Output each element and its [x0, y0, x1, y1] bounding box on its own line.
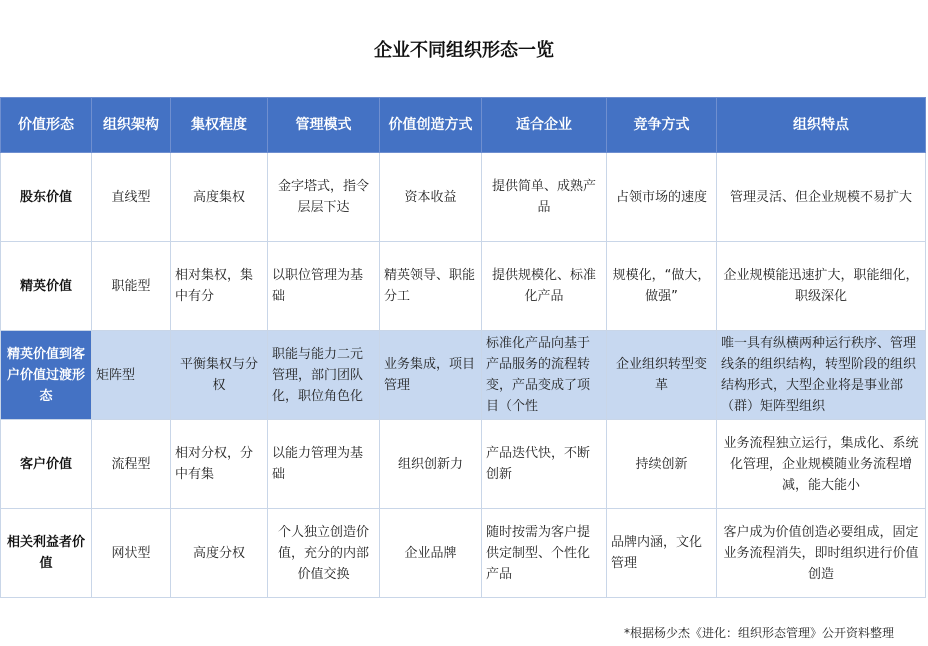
table-row	[1, 153, 926, 242]
cell-competition: 占领市场的速度	[607, 153, 717, 242]
table-row-highlighted	[1, 331, 926, 420]
table-header-row	[1, 98, 926, 153]
organization-forms-table	[0, 97, 926, 598]
page-title: 企业不同组织形态一览	[374, 40, 554, 61]
source-footnote: *根据杨少杰《进化：组织形态管理》公开资料整理	[623, 626, 894, 640]
cell-features-text: 唯一具有纵横两种运行秩序、管理线条的组织结构，转型阶段的组织结构形式，大型企业将是事业部（群）矩阵型组织	[721, 336, 917, 414]
column-header-centralization: 集权程度	[171, 98, 268, 153]
cell-suitable: 随时按需为客户提供定制型、个性化产品	[482, 509, 607, 598]
column-header-value-form: 价值形态	[1, 98, 92, 153]
cell-features: 企业规模能迅速扩大，职能细化，职级深化	[717, 242, 926, 331]
cell-structure: 矩阵型	[92, 331, 171, 420]
cell-structure: 职能型	[92, 242, 171, 331]
cell-features: 客户成为价值创造必要组成，固定业务流程消失，即时组织进行价值创造	[717, 509, 926, 598]
cell-competition: 规模化，“做大，做强”	[607, 242, 717, 331]
cell-suitable	[482, 331, 607, 420]
cell-centralization: 平衡集权与分权	[171, 331, 268, 420]
cell-management: 以能力管理为基础	[268, 420, 380, 509]
cell-competition: 持续创新	[607, 420, 717, 509]
cell-features	[717, 331, 926, 420]
cell-centralization: 相对集权，集中有分	[171, 242, 268, 331]
row-value-form: 精英价值	[1, 242, 92, 331]
cell-value-creation: 业务集成，项目管理	[380, 331, 482, 420]
cell-structure: 流程型	[92, 420, 171, 509]
cell-management: 金字塔式，指令层层下达	[268, 153, 380, 242]
cell-structure: 网状型	[92, 509, 171, 598]
table-row	[1, 420, 926, 509]
cell-centralization: 高度集权	[171, 153, 268, 242]
row-value-form: 精英价值到客户价值过渡形态	[1, 331, 92, 420]
cell-value-creation: 企业品牌	[380, 509, 482, 598]
cell-suitable: 提供规模化、标准化产品	[482, 242, 607, 331]
cell-value-creation: 精英领导、职能分工	[380, 242, 482, 331]
row-value-form: 客户价值	[1, 420, 92, 509]
cell-management: 职能与能力二元管理，部门团队化，职位角色化	[268, 331, 380, 420]
cell-centralization: 相对分权，分中有集	[171, 420, 268, 509]
cell-features: 管理灵活、但企业规模不易扩大	[717, 153, 926, 242]
column-header-value-creation: 价值创造方式	[380, 98, 482, 153]
column-header-suitable: 适合企业	[482, 98, 607, 153]
table-row	[1, 509, 926, 598]
cell-features: 业务流程独立运行，集成化、系统化管理，企业规模随业务流程增减，能大能小	[717, 420, 926, 509]
cell-value-creation: 资本收益	[380, 153, 482, 242]
column-header-structure: 组织架构	[92, 98, 171, 153]
cell-suitable-text: 标准化产品向基于产品服务的流程转变，产品变成了项目（个性	[486, 336, 591, 414]
cell-management: 个人独立创造价值，充分的内部价值交换	[268, 509, 380, 598]
cell-suitable: 产品迭代快，不断创新	[482, 420, 607, 509]
column-header-competition: 竞争方式	[607, 98, 717, 153]
cell-management: 以职位管理为基础	[268, 242, 380, 331]
row-value-form: 股东价值	[1, 153, 92, 242]
table-row	[1, 242, 926, 331]
cell-structure: 直线型	[92, 153, 171, 242]
cell-centralization: 高度分权	[171, 509, 268, 598]
column-header-features: 组织特点	[717, 98, 926, 153]
row-value-form: 相关利益者价值	[1, 509, 92, 598]
cell-value-creation: 组织创新力	[380, 420, 482, 509]
cell-suitable: 提供简单、成熟产品	[482, 153, 607, 242]
cell-competition: 企业组织转型变革	[607, 331, 717, 420]
cell-competition: 品牌内涵，文化管理	[607, 509, 717, 598]
column-header-management: 管理模式	[268, 98, 380, 153]
